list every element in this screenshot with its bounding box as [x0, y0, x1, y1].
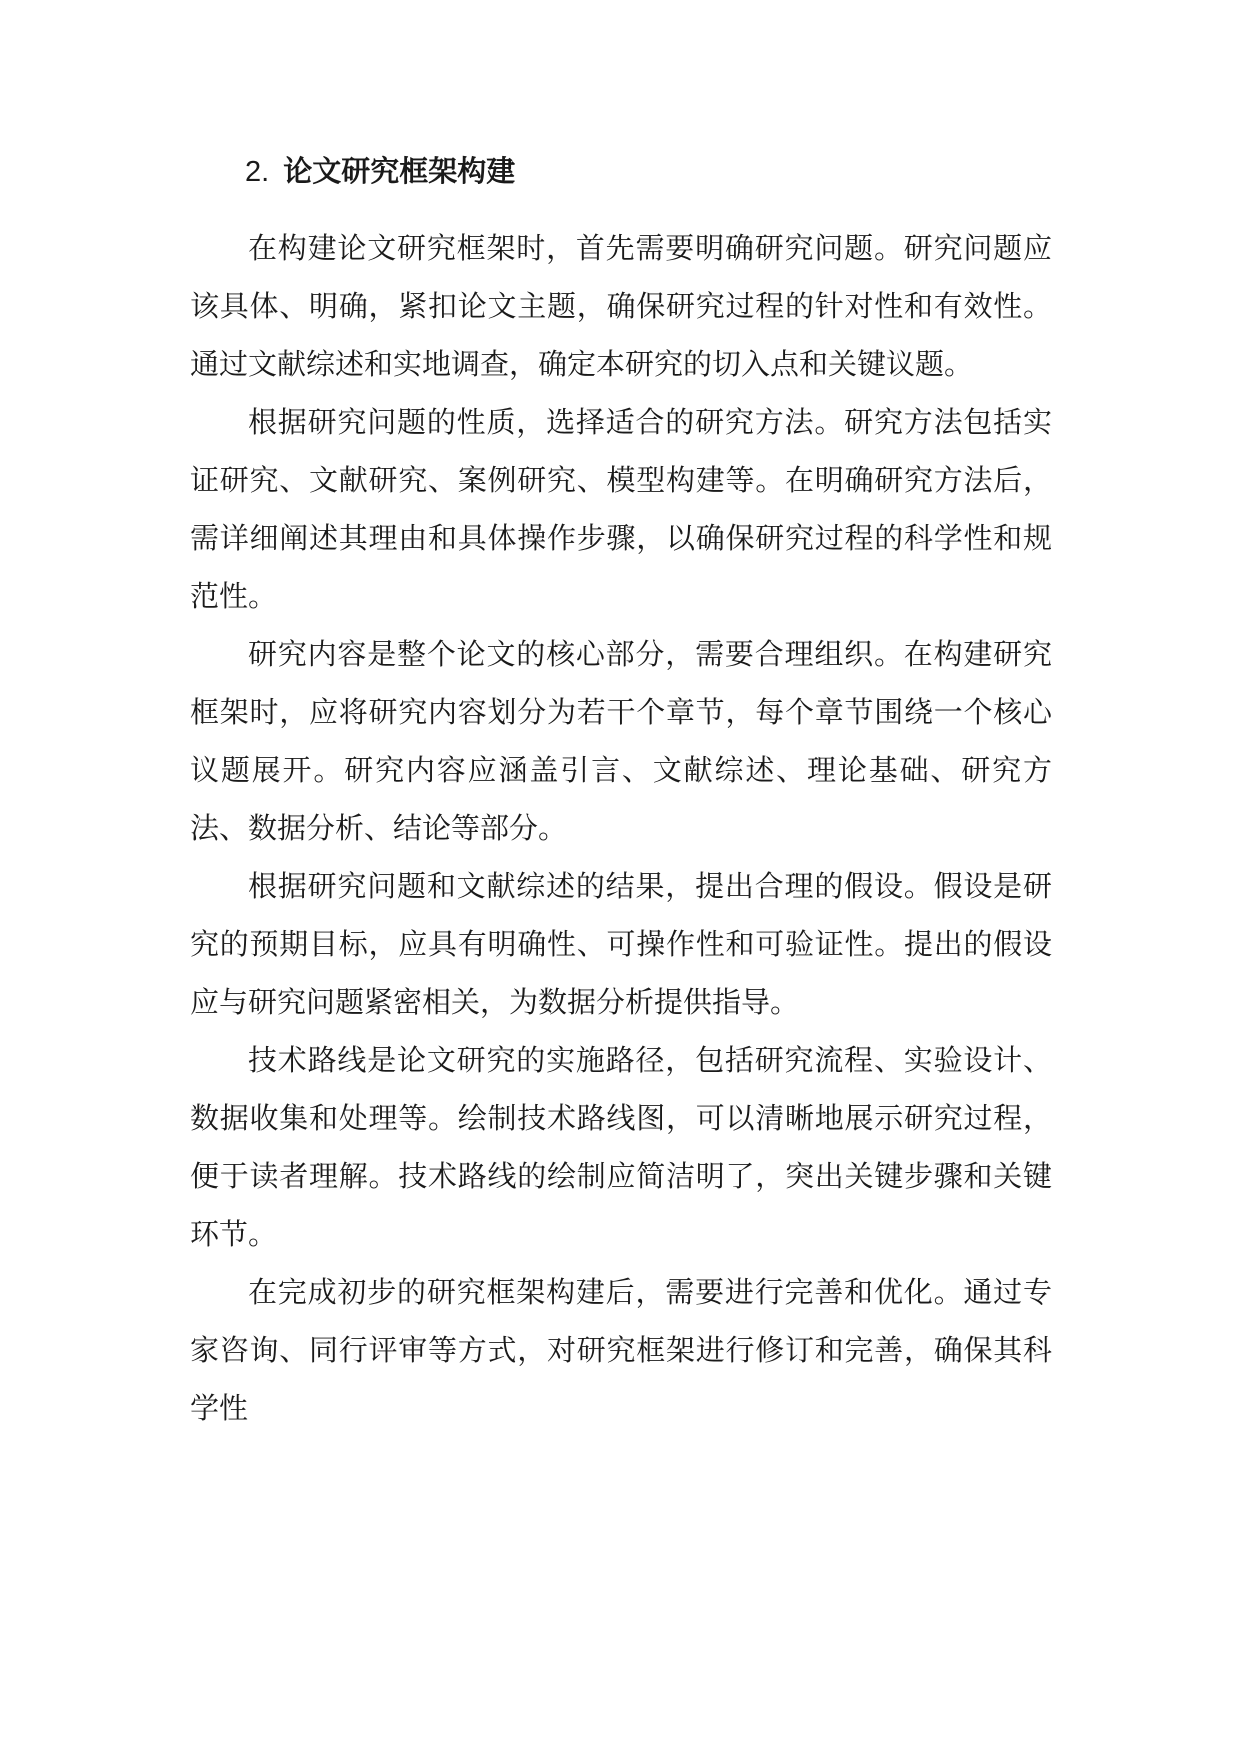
paragraph-technical-route: 技术路线是论文研究的实施路径，包括研究流程、实验设计、数据收集和处理等。绘制技术路线图，可以清晰地展示研究过程，便于读者理解。技术路线的绘制应简洁明了，突出关键步骤和关键环节。: [190, 1043, 1052, 1251]
paragraph-refinement: 在完成初步的研究框架构建后，需要进行完善和优化。通过专家咨询、同行评审等方式，对研究框架进行修订和完善，确保其科学性: [190, 1275, 1052, 1425]
paragraph-research-content: 研究内容是整个论文的核心部分，需要合理组织。在构建研究框架时，应将研究内容划分为若干个章节，每个章节围绕一个核心议题展开。研究内容应涵盖引言、文献综述、理论基础、研究方法、数据分析、结论等部分。: [190, 637, 1052, 845]
section-title: 论文研究框架构建: [283, 154, 516, 188]
body-text: [190, 219, 1052, 1437]
section-heading: [245, 151, 515, 192]
paragraph-hypothesis: 根据研究问题和文献综述的结果，提出合理的假设。假设是研究的预期目标，应具有明确性、可操作性和可验证性。提出的假设应与研究问题紧密相关，为数据分析提供指导。: [190, 869, 1052, 1019]
paragraph-research-method: 根据研究问题的性质，选择适合的研究方法。研究方法包括实证研究、文献研究、案例研究、模型构建等。在明确研究方法后，需详细阐述其理由和具体操作步骤，以确保研究过程的科学性和规范性。: [190, 405, 1052, 613]
section-number: 2.: [245, 156, 270, 188]
paragraph-research-question: 在构建论文研究框架时，首先需要明确研究问题。研究问题应该具体、明确，紧扣论文主题，确保研究过程的针对性和有效性。通过文献综述和实地调查，确定本研究的切入点和关键议题。: [190, 231, 1052, 381]
